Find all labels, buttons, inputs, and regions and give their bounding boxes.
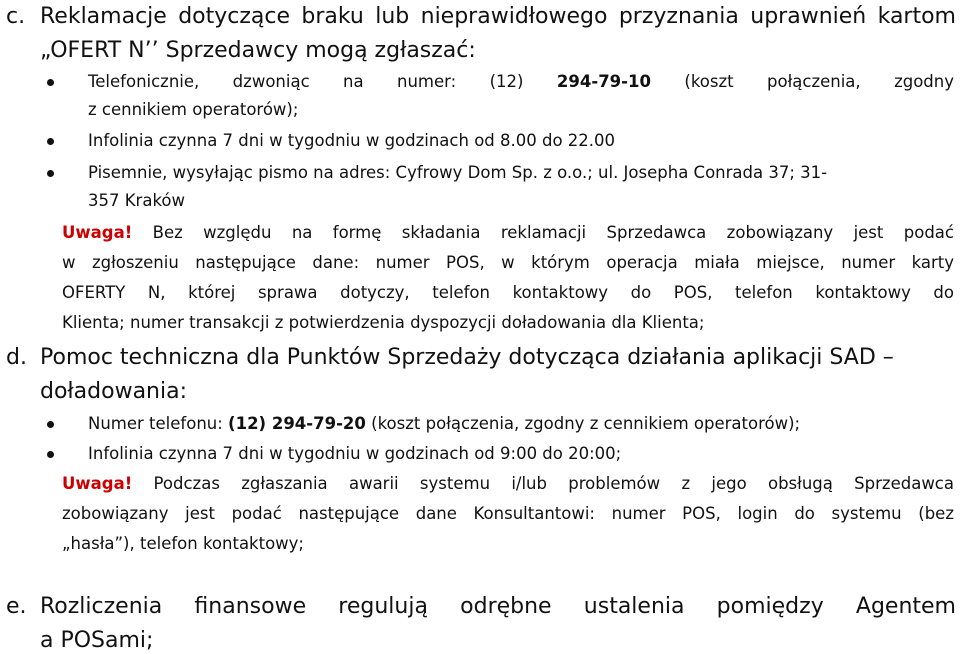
- bullet-icon: [47, 451, 54, 458]
- bullet-icon: [47, 170, 54, 177]
- section-d-heading-line1: [0, 345, 960, 371]
- section-e-letter: e.: [6, 594, 27, 619]
- list-item: Infolinia czynna 7 dni w tygodniu w godzinach od 9:00 do 20:00;: [0, 443, 960, 465]
- note-line: w zgłoszeniu następujące dane: numer POS, w którym operacja miała miejsce, numer karty: [62, 253, 954, 272]
- note-label: Uwaga!: [62, 223, 133, 242]
- bullet-icon: [47, 421, 54, 428]
- note-line: OFERTY N, której sprawa dotyczy, telefon kontaktowy do POS, telefon kontaktowy do: [62, 283, 954, 302]
- note-line: „hasła”), telefon kontaktowy;: [62, 534, 304, 553]
- section-c-heading-line1: [0, 4, 960, 30]
- list-item-cont: z cennikiem operatorów);: [88, 100, 299, 119]
- list-item-cont: 357 Kraków: [88, 191, 186, 210]
- section-c-letter: c.: [6, 4, 26, 29]
- list-item: Infolinia czynna 7 dni w tygodniu w godzinach od 8.00 do 22.00: [0, 130, 960, 152]
- section-c-heading-line2: [0, 38, 960, 64]
- bullet-icon: [47, 138, 54, 145]
- list-item-text: Telefonicznie, dzwoniąc na numer: (12) 294-79-10 (koszt połączenia, zgodny: [88, 72, 954, 91]
- section-e-heading-line1: [0, 594, 960, 620]
- section-e-title: Rozliczenia finansowe regulują odrębne ustalenia pomiędzy Agentem: [40, 594, 956, 619]
- note-line: Uwaga! Podczas zgłaszania awarii systemu i/lub problemów z jego obsługą Sprzedawca: [62, 474, 954, 493]
- section-e-title-cont: a POSami;: [40, 628, 154, 653]
- section-e-heading-line2: [0, 628, 960, 654]
- note-line: Klienta; numer transakcji z potwierdzenia dyspozycji doładowania dla Klienta;: [62, 313, 705, 332]
- list-item: Pisemnie, wysyłając pismo na adres: Cyfrowy Dom Sp. z o.o.; ul. Josepha Conrada 37; 31-: [0, 162, 960, 184]
- section-d-heading-line2: [0, 379, 960, 405]
- phone-number: 294-79-10: [556, 72, 651, 91]
- section-d-letter: d.: [6, 345, 27, 370]
- list-item: [0, 71, 960, 93]
- section-c-title: Reklamacje dotyczące braku lub nieprawidłowego przyznania uprawnień kartom: [40, 4, 956, 29]
- section-d-title-cont: doładowania:: [40, 379, 188, 404]
- bullet-icon: [47, 79, 54, 86]
- list-item: Numer telefonu: (12) 294-79-20 (koszt połączenia, zgodny z cennikiem operatorów);: [0, 413, 960, 435]
- note-line: zobowiązany jest podać następujące dane Konsultantowi: numer POS, login do systemu (bez: [62, 504, 954, 523]
- section-c-title-cont: „OFERT N’’ Sprzedawcy mogą zgłaszać:: [40, 38, 476, 63]
- section-d-title: Pomoc techniczna dla Punktów Sprzedaży dotycząca działania aplikacji SAD –: [40, 345, 894, 370]
- note-label: Uwaga!: [62, 474, 133, 493]
- note-line: Uwaga! Bez względu na formę składania reklamacji Sprzedawca zobowiązany jest podać: [62, 223, 954, 242]
- phone-number: (12) 294-79-20: [228, 414, 366, 433]
